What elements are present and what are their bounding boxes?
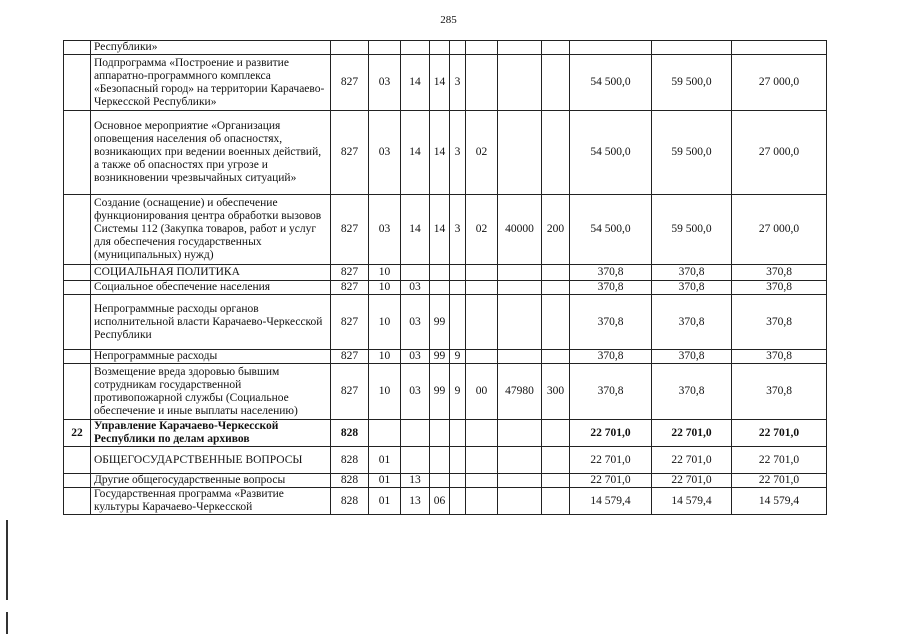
code-ved: 828 <box>331 488 369 515</box>
code-pr <box>401 41 430 55</box>
code-tsr3: 02 <box>466 195 498 265</box>
code-rz: 10 <box>369 295 401 350</box>
amount-year2: 370,8 <box>652 295 732 350</box>
row-name: ОБЩЕГОСУДАРСТВЕННЫЕ ВОПРОСЫ <box>91 447 331 474</box>
code-tsr1: 99 <box>430 295 450 350</box>
code-ved: 828 <box>331 447 369 474</box>
code-tsr4 <box>498 488 542 515</box>
row-index <box>64 364 91 420</box>
amount-year2: 370,8 <box>652 281 732 295</box>
table-row <box>64 265 827 281</box>
row-name: Республики» <box>91 41 331 55</box>
code-pr: 13 <box>401 474 430 488</box>
code-vr <box>542 111 570 195</box>
amount-year2: 22 701,0 <box>652 474 732 488</box>
code-tsr1: 99 <box>430 350 450 364</box>
code-tsr4: 47980 <box>498 364 542 420</box>
code-tsr2: 3 <box>450 55 466 111</box>
table-row <box>64 295 827 350</box>
amount-year1: 370,8 <box>570 364 652 420</box>
table-row <box>64 350 827 364</box>
code-pr <box>401 265 430 281</box>
code-tsr1: 14 <box>430 55 450 111</box>
code-rz: 10 <box>369 350 401 364</box>
amount-year1: 22 701,0 <box>570 474 652 488</box>
amount-year3: 370,8 <box>732 265 827 281</box>
row-name: Управление Карачаево-Черкесской Республики по делам архивов <box>91 420 331 447</box>
code-tsr4 <box>498 350 542 364</box>
amount-year2: 370,8 <box>652 265 732 281</box>
code-ved: 828 <box>331 420 369 447</box>
code-tsr1 <box>430 447 450 474</box>
amount-year3: 22 701,0 <box>732 447 827 474</box>
amount-year1 <box>570 41 652 55</box>
code-pr: 03 <box>401 281 430 295</box>
code-tsr4 <box>498 295 542 350</box>
amount-year3: 22 701,0 <box>732 474 827 488</box>
code-tsr2: 9 <box>450 350 466 364</box>
amount-year2 <box>652 41 732 55</box>
code-tsr3 <box>466 420 498 447</box>
code-tsr2: 9 <box>450 364 466 420</box>
code-tsr2: 3 <box>450 111 466 195</box>
table-row <box>64 195 827 265</box>
table-row <box>64 41 827 55</box>
code-vr <box>542 447 570 474</box>
code-pr <box>401 420 430 447</box>
amount-year1: 54 500,0 <box>570 195 652 265</box>
code-vr <box>542 55 570 111</box>
code-tsr4 <box>498 420 542 447</box>
code-vr: 300 <box>542 364 570 420</box>
code-tsr1: 14 <box>430 195 450 265</box>
code-tsr1 <box>430 41 450 55</box>
page-number: 285 <box>440 14 457 26</box>
code-tsr1: 14 <box>430 111 450 195</box>
table-row <box>64 420 827 447</box>
code-ved: 827 <box>331 364 369 420</box>
code-vr <box>542 488 570 515</box>
row-name: Основное мероприятие «Организация оповещения населения об опасностях, возникающих при ведении военных действий, а также об опасностях при угрозе и возникновении чрезвычайных ситуаций» <box>91 111 331 195</box>
code-vr <box>542 41 570 55</box>
code-rz: 01 <box>369 447 401 474</box>
table-row <box>64 488 827 515</box>
row-index <box>64 350 91 364</box>
amount-year3: 27 000,0 <box>732 55 827 111</box>
row-name: Непрограммные расходы <box>91 350 331 364</box>
code-vr <box>542 350 570 364</box>
code-tsr2 <box>450 295 466 350</box>
row-name: Создание (оснащение) и обеспечение функционирования центра обработки вызовов Системы 112 (Закупка товаров, работ и услуг для обеспечения государственных (муниципальных) нужд) <box>91 195 331 265</box>
row-name: Государственная программа «Развитие культуры Карачаево-Черкесской <box>91 488 331 515</box>
code-pr <box>401 447 430 474</box>
code-tsr3: 00 <box>466 364 498 420</box>
table-row <box>64 55 827 111</box>
code-ved: 827 <box>331 295 369 350</box>
code-vr <box>542 420 570 447</box>
code-tsr2 <box>450 41 466 55</box>
amount-year1: 370,8 <box>570 265 652 281</box>
code-rz: 10 <box>369 364 401 420</box>
amount-year3: 22 701,0 <box>732 420 827 447</box>
code-vr <box>542 265 570 281</box>
code-vr <box>542 474 570 488</box>
amount-year3: 14 579,4 <box>732 488 827 515</box>
code-tsr3 <box>466 474 498 488</box>
row-index <box>64 195 91 265</box>
code-pr: 13 <box>401 488 430 515</box>
row-name: СОЦИАЛЬНАЯ ПОЛИТИКА <box>91 265 331 281</box>
code-tsr3 <box>466 350 498 364</box>
code-tsr3 <box>466 281 498 295</box>
row-index <box>64 281 91 295</box>
code-tsr4 <box>498 55 542 111</box>
margin-mark <box>6 520 8 600</box>
code-tsr4 <box>498 111 542 195</box>
code-tsr3 <box>466 447 498 474</box>
code-rz: 01 <box>369 474 401 488</box>
amount-year1: 370,8 <box>570 295 652 350</box>
code-tsr4 <box>498 474 542 488</box>
code-pr: 03 <box>401 350 430 364</box>
code-tsr3 <box>466 295 498 350</box>
amount-year1: 54 500,0 <box>570 55 652 111</box>
row-name: Возмещение вреда здоровью бывшим сотрудникам государственной противопожарной службы (Социальное обеспечение и иные выплаты населению) <box>91 364 331 420</box>
table-row <box>64 474 827 488</box>
amount-year2: 59 500,0 <box>652 195 732 265</box>
code-vr <box>542 281 570 295</box>
amount-year3: 370,8 <box>732 364 827 420</box>
code-tsr3 <box>466 55 498 111</box>
row-index <box>64 111 91 195</box>
table-row <box>64 447 827 474</box>
code-vr <box>542 295 570 350</box>
code-tsr3 <box>466 265 498 281</box>
code-rz: 10 <box>369 281 401 295</box>
code-tsr3 <box>466 41 498 55</box>
table-body <box>64 41 827 515</box>
code-rz: 03 <box>369 55 401 111</box>
code-ved: 827 <box>331 265 369 281</box>
amount-year2: 14 579,4 <box>652 488 732 515</box>
code-ved: 827 <box>331 350 369 364</box>
code-pr: 03 <box>401 295 430 350</box>
table-row <box>64 111 827 195</box>
amount-year2: 59 500,0 <box>652 111 732 195</box>
code-tsr4 <box>498 281 542 295</box>
amount-year3: 370,8 <box>732 350 827 364</box>
code-tsr2 <box>450 488 466 515</box>
amount-year2: 370,8 <box>652 364 732 420</box>
row-index <box>64 265 91 281</box>
code-tsr1 <box>430 265 450 281</box>
row-name: Другие общегосударственные вопросы <box>91 474 331 488</box>
code-tsr2 <box>450 281 466 295</box>
amount-year2: 59 500,0 <box>652 55 732 111</box>
row-index: 22 <box>64 420 91 447</box>
amount-year3: 27 000,0 <box>732 195 827 265</box>
code-tsr4 <box>498 265 542 281</box>
code-ved: 827 <box>331 195 369 265</box>
code-rz <box>369 41 401 55</box>
code-rz <box>369 420 401 447</box>
code-pr: 14 <box>401 195 430 265</box>
amount-year1: 22 701,0 <box>570 447 652 474</box>
amount-year3: 27 000,0 <box>732 111 827 195</box>
code-tsr4 <box>498 41 542 55</box>
amount-year1: 370,8 <box>570 281 652 295</box>
budget-table <box>63 40 827 515</box>
code-rz: 01 <box>369 488 401 515</box>
amount-year1: 22 701,0 <box>570 420 652 447</box>
amount-year3: 370,8 <box>732 281 827 295</box>
code-ved: 827 <box>331 111 369 195</box>
code-vr: 200 <box>542 195 570 265</box>
code-tsr1 <box>430 474 450 488</box>
code-rz: 03 <box>369 111 401 195</box>
code-tsr1 <box>430 420 450 447</box>
code-tsr1: 99 <box>430 364 450 420</box>
row-index <box>64 447 91 474</box>
code-tsr3: 02 <box>466 111 498 195</box>
row-name: Социальное обеспечение населения <box>91 281 331 295</box>
amount-year1: 14 579,4 <box>570 488 652 515</box>
code-ved: 827 <box>331 55 369 111</box>
code-tsr1: 06 <box>430 488 450 515</box>
margin-mark <box>6 612 8 634</box>
code-pr: 14 <box>401 55 430 111</box>
code-tsr4 <box>498 447 542 474</box>
code-rz: 10 <box>369 265 401 281</box>
row-index <box>64 41 91 55</box>
code-tsr2 <box>450 265 466 281</box>
code-tsr2 <box>450 420 466 447</box>
amount-year2: 370,8 <box>652 350 732 364</box>
code-pr: 03 <box>401 364 430 420</box>
code-tsr3 <box>466 488 498 515</box>
code-tsr2 <box>450 474 466 488</box>
amount-year1: 54 500,0 <box>570 111 652 195</box>
row-index <box>64 474 91 488</box>
code-tsr1 <box>430 281 450 295</box>
row-index <box>64 295 91 350</box>
code-ved <box>331 41 369 55</box>
row-name: Подпрограмма «Построение и развитие аппаратно-программного комплекса «Безопасный город» на территории Карачаево-Черкесской Республики» <box>91 55 331 111</box>
amount-year2: 22 701,0 <box>652 447 732 474</box>
amount-year3 <box>732 41 827 55</box>
table-row <box>64 281 827 295</box>
code-tsr2: 3 <box>450 195 466 265</box>
amount-year1: 370,8 <box>570 350 652 364</box>
row-name: Непрограммные расходы органов исполнительной власти Карачаево-Черкесской Республики <box>91 295 331 350</box>
code-ved: 827 <box>331 281 369 295</box>
amount-year3: 370,8 <box>732 295 827 350</box>
amount-year2: 22 701,0 <box>652 420 732 447</box>
code-tsr4: 40000 <box>498 195 542 265</box>
row-index <box>64 55 91 111</box>
code-pr: 14 <box>401 111 430 195</box>
row-index <box>64 488 91 515</box>
table-row <box>64 364 827 420</box>
code-tsr2 <box>450 447 466 474</box>
code-rz: 03 <box>369 195 401 265</box>
code-ved: 828 <box>331 474 369 488</box>
